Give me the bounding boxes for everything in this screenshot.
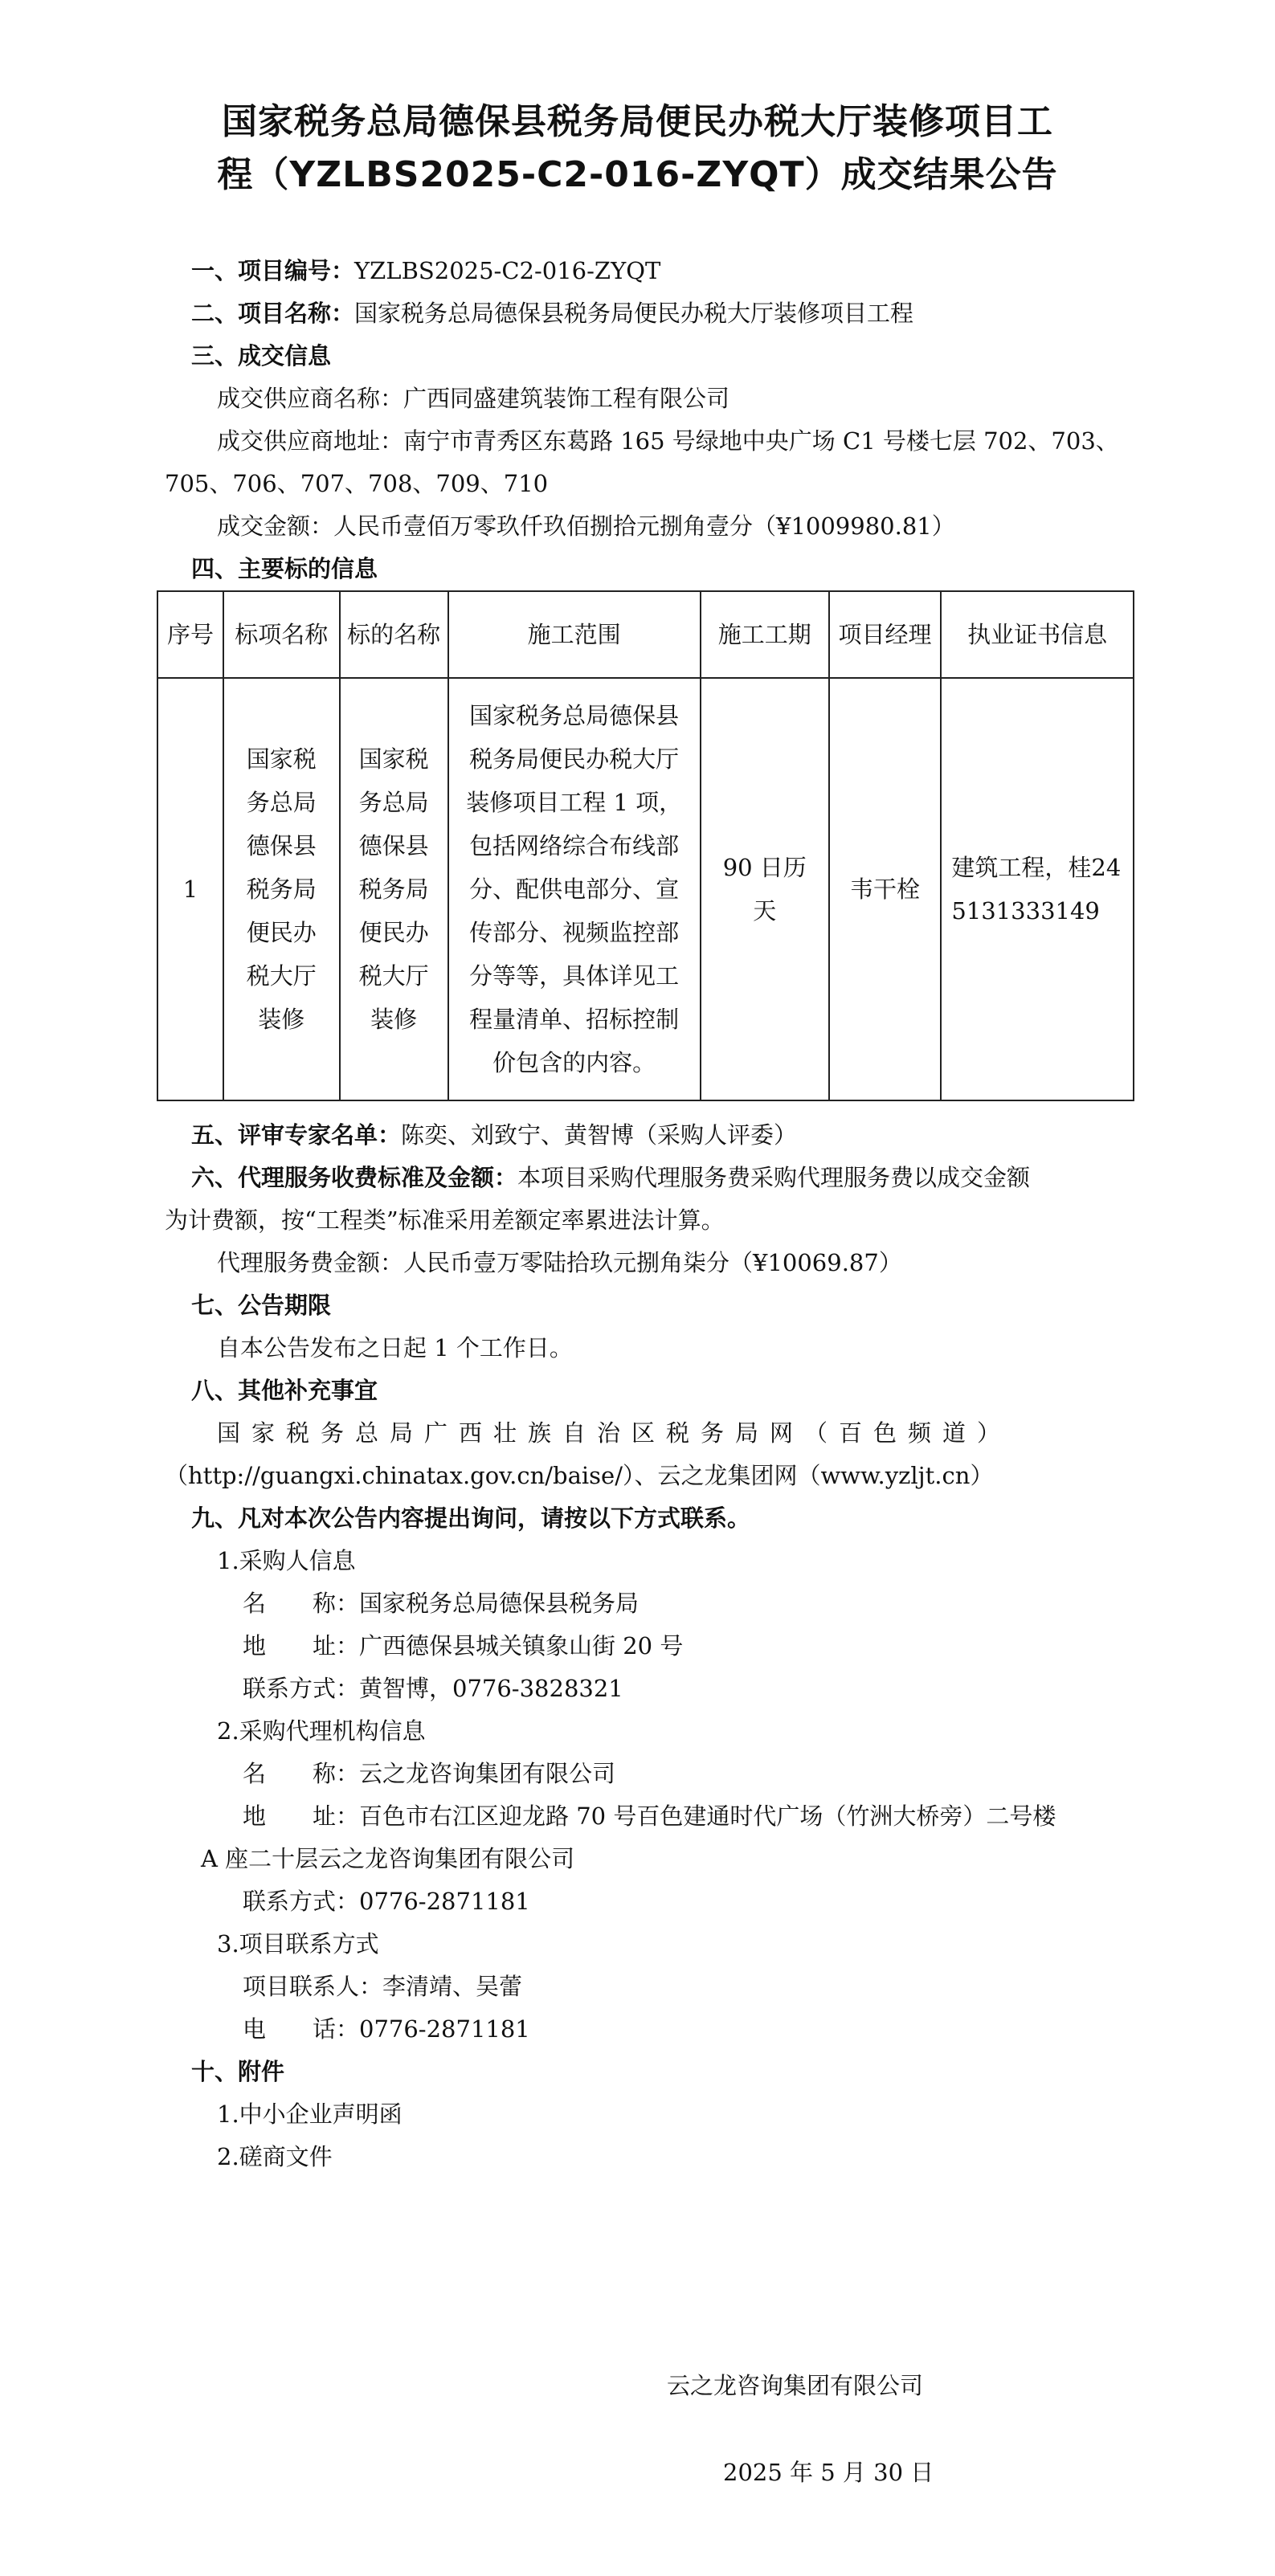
header-certificate: 执业证书信息 — [941, 591, 1134, 678]
project-contact-phone: 电 话：0776-2871181 — [243, 2015, 530, 2043]
supplement-text-1: 国家税务总局广西壮族自治区税务局网（百色频道） — [217, 1419, 1012, 1447]
section-2 — [191, 297, 913, 329]
award-amount: 成交金额：人民币壹佰万零玖仟玖佰捌拾元捌角壹分（¥1009980.81） — [217, 512, 955, 540]
project-name: 国家税务总局德保县税务局便民办税大厅装修项目工程 — [354, 300, 914, 327]
section-5 — [191, 1119, 797, 1151]
buyer-name: 名 称：国家税务总局德保县税务局 — [243, 1590, 640, 1617]
agency-address-line-1: 地 址：百色市右江区迎龙路 70 号百色建通时代广场（竹洲大桥旁）二号楼 — [243, 1802, 1056, 1830]
header-no: 序号 — [157, 591, 223, 678]
agency-name: 名 称：云之龙咨询集团有限公司 — [243, 1760, 616, 1787]
attachment-1: 1.中小企业声明函 — [217, 2100, 403, 2128]
section-1-label: 一、项目编号： — [191, 257, 355, 284]
table-row — [157, 678, 1134, 1100]
agency-info-title: 2.采购代理机构信息 — [217, 1717, 426, 1745]
header-target-name: 标的名称 — [340, 591, 448, 678]
cell-target-name: 国家税务总局德保县税务局便民办税大厅装修 — [340, 678, 448, 1100]
cell-no: 1 — [157, 678, 223, 1100]
section-9-label: 九、凡对本次公告内容提出询问，请按以下方式联系。 — [191, 1504, 751, 1532]
agency-contact: 联系方式：0776-2871181 — [243, 1888, 530, 1915]
buyer-address: 地 址：广西德保县城关镇象山街 20 号 — [243, 1632, 684, 1659]
cell-scope: 国家税务总局德保县税务局便民办税大厅装修项目工程 1 项，包括网络综合布线部分、配供电部分、宣传部分、视频监控部分等等，具体详见工程量清单、招标控制价包含的内容。 — [448, 678, 701, 1100]
header-item-name: 标项名称 — [223, 591, 340, 678]
buyer-info-title: 1.采购人信息 — [217, 1547, 356, 1574]
header-scope: 施工范围 — [448, 591, 701, 678]
agency-address-line-2: A 座二十层云之龙咨询集团有限公司 — [201, 1845, 575, 1872]
table-header-row — [157, 591, 1134, 678]
footer-date: 2025 年 5 月 30 日 — [723, 2459, 934, 2486]
agency-fee-text-1: 本项目采购代理服务费采购代理服务费以成交金额 — [517, 1164, 1031, 1191]
section-6-label: 六、代理服务收费标准及金额： — [191, 1164, 518, 1191]
cell-period: 90 日历天 — [701, 678, 829, 1100]
attachment-2: 2.磋商文件 — [217, 2143, 333, 2170]
section-7-label: 七、公告期限 — [191, 1292, 332, 1319]
supplier-name: 成交供应商名称：广西同盛建筑装饰工程有限公司 — [217, 385, 730, 412]
agency-fee-amount: 代理服务费金额：人民币壹万零陆拾玖元捌角柒分（¥10069.87） — [217, 1249, 902, 1276]
supplier-address-line-1: 成交供应商地址：南宁市青秀区东葛路 165 号绿地中央广场 C1 号楼七层 702、703、 — [217, 427, 1119, 455]
section-5-label: 五、评审专家名单： — [191, 1121, 402, 1149]
project-contact-people: 项目联系人：李清靖、吴蕾 — [243, 1973, 523, 2000]
section-10-label: 十、附件 — [191, 2058, 285, 2085]
section-8-label: 八、其他补充事宜 — [191, 1377, 378, 1404]
award-table — [157, 590, 1134, 1101]
supplier-address-line-2: 705、706、707、708、709、710 — [165, 470, 549, 497]
supplement-text-2: （http://guangxi.chinatax.gov.cn/baise/）、云之龙集团网（www.yzljt.cn） — [165, 1462, 994, 1489]
title-line-1: 国家税务总局德保县税务局便民办税大厅装修项目工 — [222, 101, 1053, 142]
header-manager: 项目经理 — [829, 591, 942, 678]
section-3-label: 三、成交信息 — [191, 342, 332, 369]
notice-period: 自本公告发布之日起 1 个工作日。 — [217, 1334, 573, 1361]
buyer-contact: 联系方式：黄智博，0776-3828321 — [243, 1675, 623, 1702]
expert-list: 陈奕、刘致宁、黄智博（采购人评委） — [401, 1121, 798, 1149]
project-number: YZLBS2025-C2-016-ZYQT — [354, 257, 661, 284]
footer-organization: 云之龙咨询集团有限公司 — [667, 2372, 924, 2399]
agency-fee-text-2: 为计费额，按“工程类”标准采用差额定率累进法计算。 — [165, 1206, 725, 1234]
title-line-2: 程（YZLBS2025-C2-016-ZYQT）成交结果公告 — [217, 154, 1058, 195]
section-4-label: 四、主要标的信息 — [191, 555, 378, 582]
project-contact-title: 3.项目联系方式 — [217, 1930, 379, 1958]
cell-certificate: 建筑工程，桂245131333149 — [941, 678, 1134, 1100]
section-1 — [191, 255, 660, 287]
cell-item-name: 国家税务总局德保县税务局便民办税大厅装修 — [223, 678, 340, 1100]
section-6 — [191, 1161, 1030, 1194]
section-2-label: 二、项目名称： — [191, 300, 355, 327]
cell-manager: 韦干栓 — [829, 678, 942, 1100]
header-period: 施工工期 — [701, 591, 829, 678]
